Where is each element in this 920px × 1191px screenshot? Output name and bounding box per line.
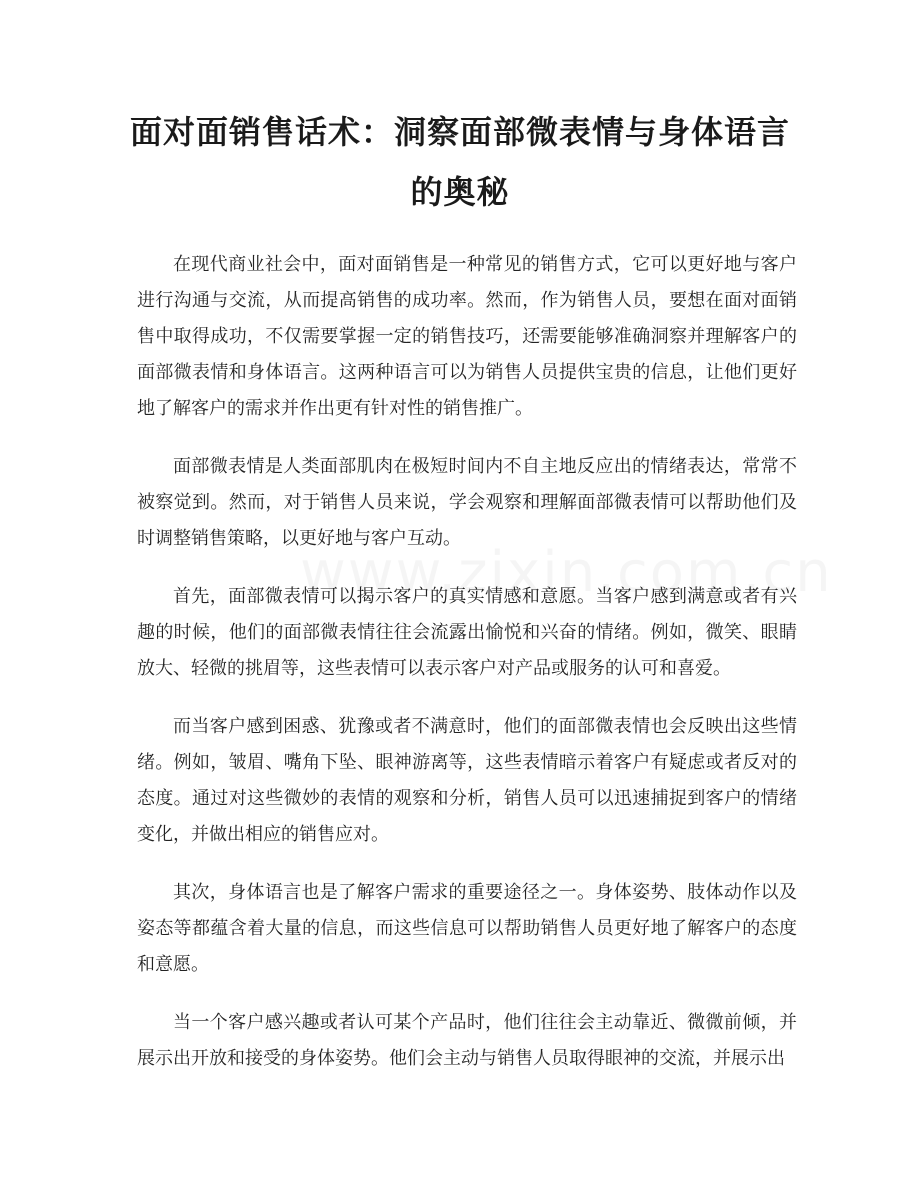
paragraph: 面部微表情是人类面部肌肉在极短时间内不自主地反应出的情绪表达，常常不被察觉到。然而，对于销售人员来说，学会观察和理解面部微表情可以帮助他们及时调整销售策略，以更好地与客户互动。	[137, 456, 797, 549]
document-title: 面对面销售话术：洞察面部微表情与身体语言的奥秘	[129, 113, 790, 211]
document-body	[137, 247, 797, 1099]
paragraph: 而当客户感到困惑、犹豫或者不满意时，他们的面部微表情也会反映出这些情绪。例如，皱眉、嘴角下坠、眼神游离等，这些表情暗示着客户有疑虑或者反对的态度。通过对这些微妙的表情的观察和分析，销售人员可以迅速捕捉到客户的情绪变化，并做出相应的销售应对。	[137, 716, 797, 845]
paragraph: 其次，身体语言也是了解客户需求的重要途径之一。身体姿势、肢体动作以及姿态等都蕴含着大量的信息，而这些信息可以帮助销售人员更好地了解客户的态度和意愿。	[137, 882, 797, 975]
paragraph: 在现代商业社会中，面对面销售是一种常见的销售方式，它可以更好地与客户进行沟通与交流，从而提高销售的成功率。然而，作为销售人员，要想在面对面销售中取得成功，不仅需要掌握一定的销售技巧，还需要能够准确洞察并理解客户的面部微表情和身体语言。这两种语言可以为销售人员提供宝贵的信息，让他们更好地了解客户的需求并作出更有针对性的销售推广。	[137, 254, 797, 419]
paragraph: 首先，面部微表情可以揭示客户的真实情感和意愿。当客户感到满意或者有兴趣的时候，他们的面部微表情往往会流露出愉悦和兴奋的情绪。例如，微笑、眼睛放大、轻微的挑眉等，这些表情可以表示客户对产品或服务的认可和喜爱。	[137, 586, 797, 679]
paragraph: 当一个客户感兴趣或者认可某个产品时，他们往往会主动靠近、微微前倾，并展示出开放和接受的身体姿势。他们会主动与销售人员取得眼神的交流，并展示出	[137, 1012, 797, 1069]
